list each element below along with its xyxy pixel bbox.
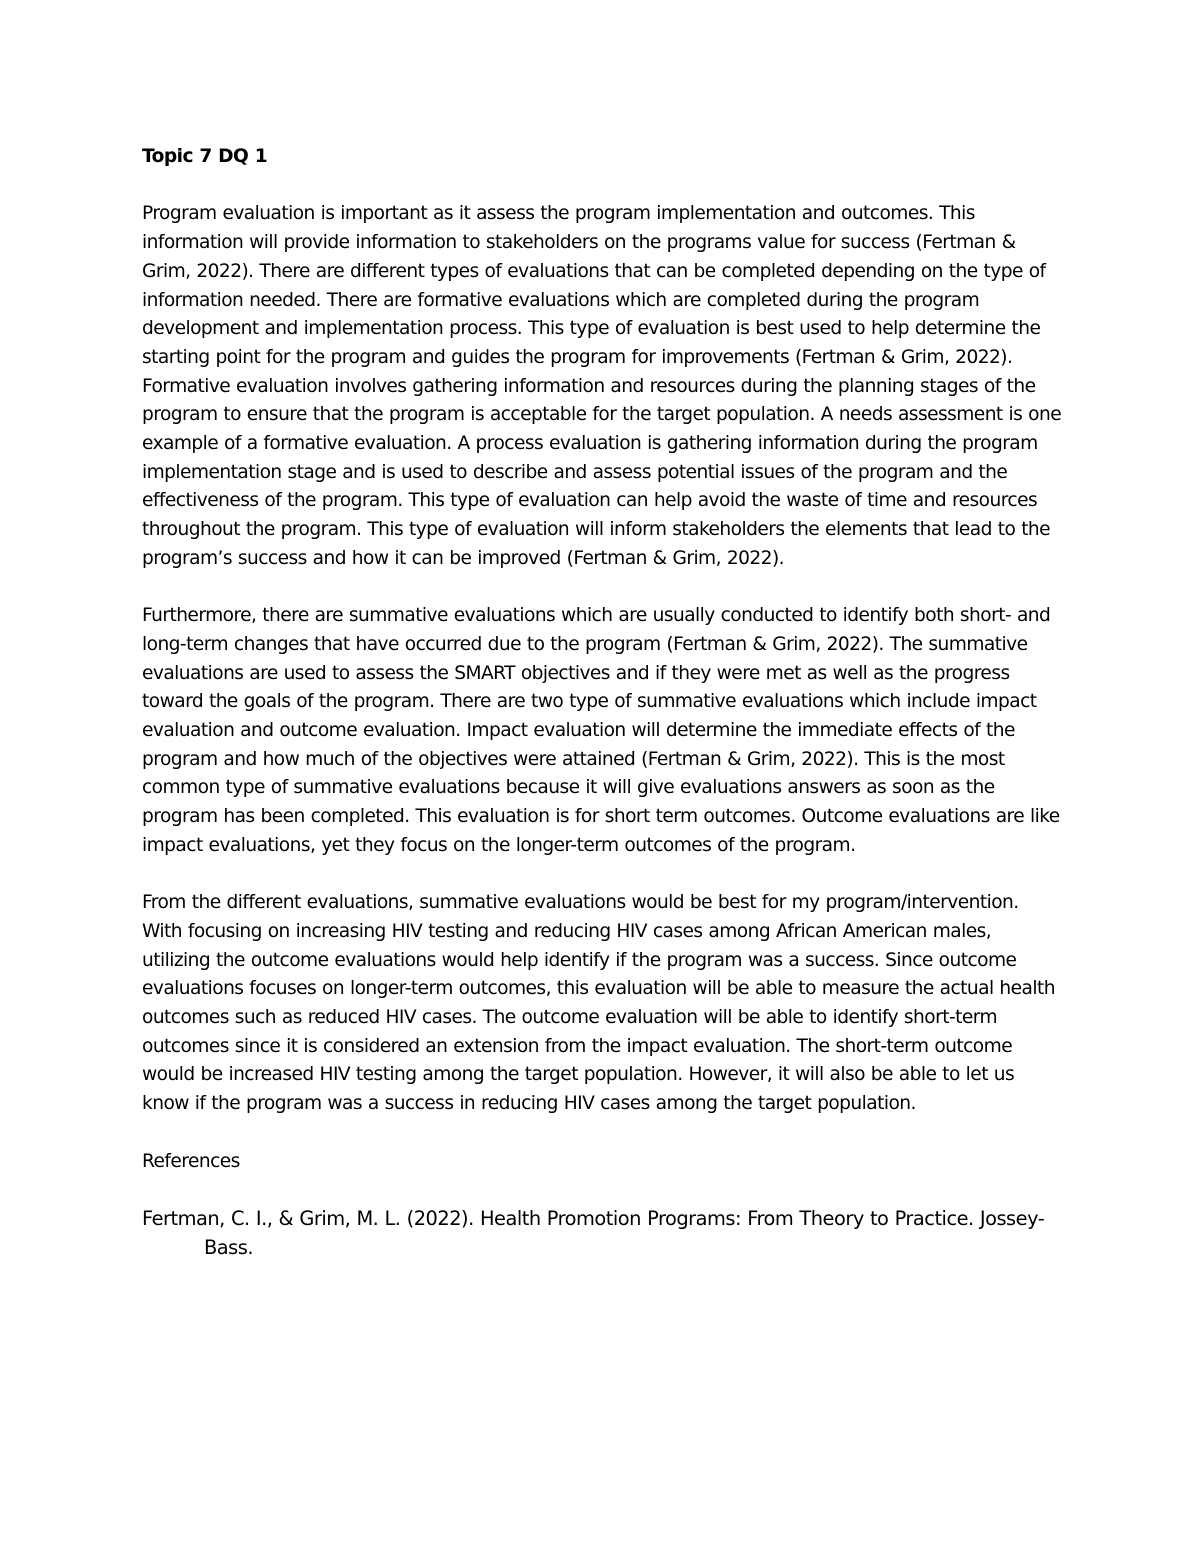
paragraph-formative-process: Program evaluation is important as it assess the program implementation and outcomes. This information will provide information to stakeholders on the programs value for success (Fertman & Grim, 2022). There are different types of evaluations that can be completed depending on the type of information needed. There are formative evaluations which are completed during the program development and implementation process. This type of evaluation is best used to help determine the starting point for the program and guides the program for improvements (Fertman & Grim, 2022). Formative evaluation involves gathering information and resources during the planning stages of the program to ensure that the program is acceptable for the target population. A needs assessment is one example of a formative evaluation. A process evaluation is gathering information during the program implementation stage and is used to describe and assess potential issues of the program and the effectiveness of the program. This type of evaluation can help avoid the waste of time and resources throughout the program. This type of evaluation will inform stakeholders the elements that lead to the program’s success and how it can be improved (Fertman & Grim, 2022). [142,203,1062,569]
paragraph-recommendation: From the different evaluations, summative evaluations would be best for my program/intervention. With focusing on increasing HIV testing and reducing HIV cases among African American males, utilizing the outcome evaluations would help identify if the program was a success. Since outcome evaluations focuses on longer-term outcomes, this evaluation will be able to measure the actual health outcomes such as reduced HIV cases. The outcome evaluation will be able to identify short-term outcomes since it is considered an extension from the impact evaluation. The short-term outcome would be increased HIV testing among the target population. However, it will also be able to let us know if the program was a success in reducing HIV cases among the target population. [142,892,1055,1115]
document-title: Topic 7 DQ 1 [142,146,268,167]
references-heading: References [142,1150,240,1172]
document-body [142,143,1062,1262]
reference-entry: Fertman, C. I., & Grim, M. L. (2022). Health Promotion Programs: From Theory to Practice. Jossey-Bass. [142,1206,1045,1259]
paragraph-summative: Furthermore, there are summative evaluations which are usually conducted to identify both short- and long-term changes that have occurred due to the program (Fertman & Grim, 2022). The summative evaluations are used to assess the SMART objectives and if they were met as well as the progress toward the goals of the program. There are two type of summative evaluations which include impact evaluation and outcome evaluation. Impact evaluation will determine the immediate effects of the program and how much of the objectives were attained (Fertman & Grim, 2022). This is the most common type of summative evaluations because it will give evaluations answers as soon as the program has been completed. This evaluation is for short term outcomes. Outcome evaluations are like impact evaluations, yet they focus on the longer-term outcomes of the program. [142,605,1060,856]
